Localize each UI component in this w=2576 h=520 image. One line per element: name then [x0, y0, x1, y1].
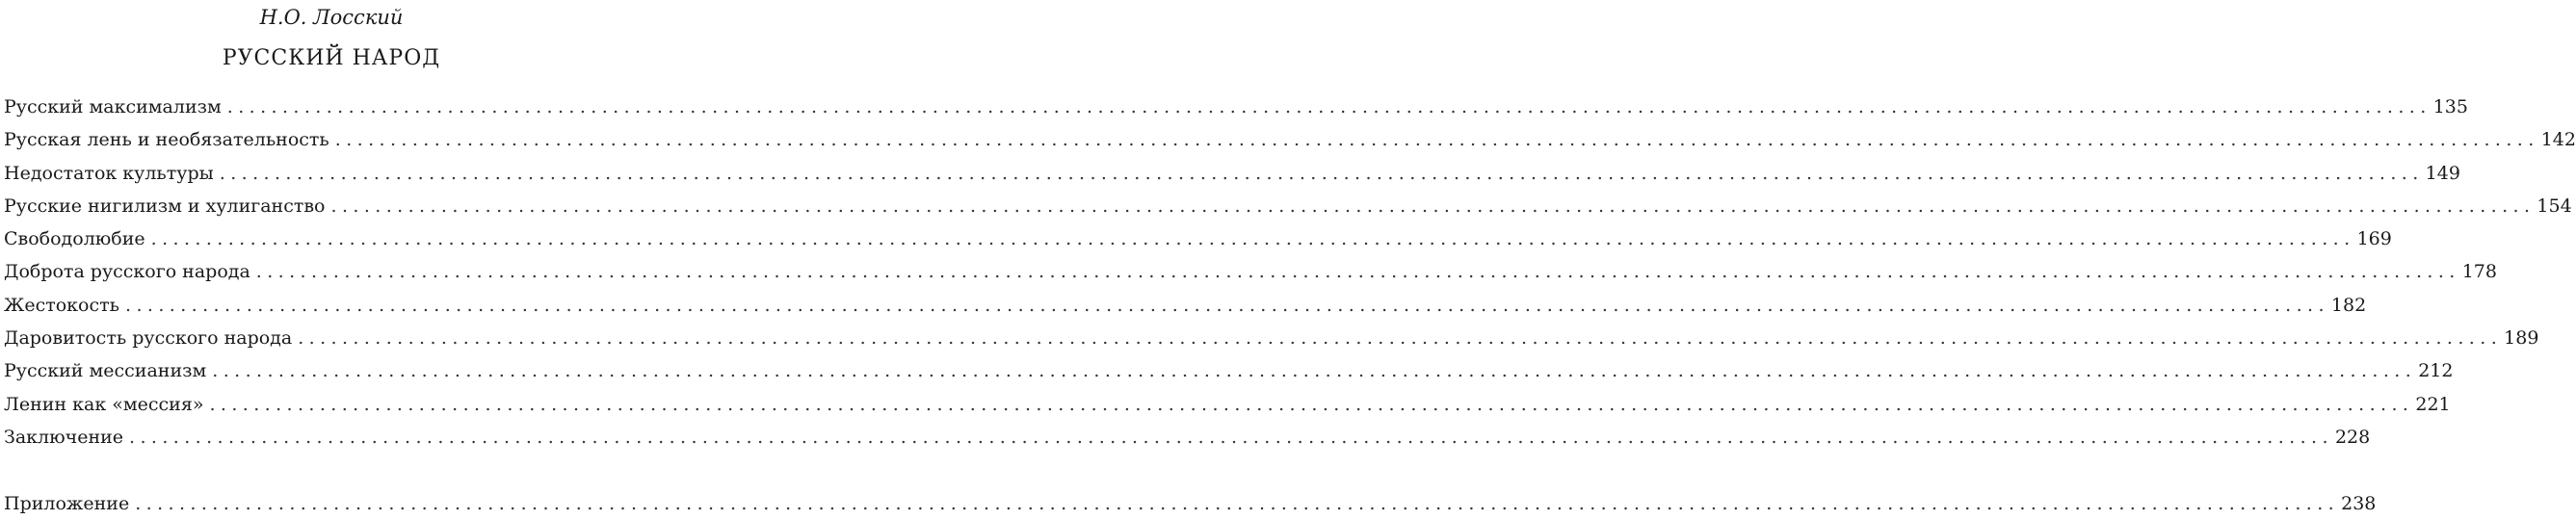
toc-entry-nihilism[interactable] — [4, 190, 2572, 222]
toc-entry-label: Приложение — [4, 492, 130, 514]
dot-leader: ........................................................................................................................................................................................................ — [125, 294, 2329, 316]
toc-entry-page: 182 — [2330, 294, 2367, 316]
toc-entry-page: 149 — [2425, 162, 2460, 184]
toc-entry-page: 178 — [2461, 261, 2497, 283]
toc-entry-label: Русский мессианизм — [4, 360, 207, 382]
dot-leader: ........................................................................................................................................................................................................ — [219, 162, 2424, 184]
toc-entry-label: Русский максимализм — [4, 96, 222, 117]
toc-entry-label: Заключение — [4, 426, 124, 448]
toc-entry-label: Даровитость русского народа — [4, 327, 293, 350]
toc-entry-page: 154 — [2537, 195, 2572, 217]
toc-entry-freedom[interactable] — [4, 222, 2392, 255]
dot-leader: ........................................................................................................................................................................................................ — [209, 393, 2414, 415]
toc-entry-label: Свободолюбие — [4, 228, 145, 250]
dot-leader: ........................................................................................................................................................................................................ — [212, 360, 2417, 382]
toc-entry-lenin[interactable] — [4, 388, 2451, 421]
toc-entry-page: 228 — [2334, 426, 2371, 448]
dot-leader: ........................................................................................................................................................................................................ — [330, 195, 2536, 217]
dot-leader: ........................................................................................................................................................................................................ — [129, 426, 2333, 448]
dot-leader: ........................................................................................................................................................................................................ — [298, 327, 2503, 350]
toc-entry-page: 135 — [2432, 96, 2468, 117]
toc-entry-conclusion[interactable] — [4, 421, 2371, 454]
toc-entry-label: Ленин как «мессия» — [4, 393, 204, 415]
toc-entry-label: Жестокость — [4, 294, 119, 316]
toc-entry-label: Русская лень и необязательность — [4, 129, 329, 151]
toc-entry-culture[interactable] — [4, 157, 2460, 190]
toc-entry-talent[interactable] — [4, 322, 2539, 354]
toc-entry-label: Недостаток культуры — [4, 162, 214, 184]
toc-entry-label: Русские нигилизм и хулиганство — [4, 195, 326, 217]
toc-entry-kindness[interactable] — [4, 255, 2497, 288]
toc-entry-page: 142 — [2540, 129, 2576, 151]
toc-entry-laziness[interactable] — [4, 123, 2576, 156]
toc-entry-page: 238 — [2341, 492, 2377, 514]
toc-entry-messianism[interactable] — [4, 354, 2454, 387]
toc-entry-page: 169 — [2356, 228, 2392, 250]
table-of-contents — [4, 91, 2576, 520]
dot-leader: ........................................................................................................................................................................................................ — [334, 129, 2539, 151]
toc-entry-appendix[interactable] — [4, 487, 2377, 520]
dot-leader: ........................................................................................................................................................................................................ — [150, 228, 2355, 250]
toc-entry-maximalism[interactable] — [4, 91, 2468, 123]
toc-entry-page: 212 — [2418, 360, 2454, 382]
dot-leader: ........................................................................................................................................................................................................ — [135, 492, 2340, 514]
toc-spacer — [4, 454, 660, 486]
section-title: РУССКИЙ НАРОД — [222, 46, 441, 70]
toc-entry-label: Доброта русского народа — [4, 261, 250, 283]
dot-leader: ........................................................................................................................................................................................................ — [255, 261, 2460, 283]
author-name: Н.О. Лосский — [259, 6, 404, 29]
dot-leader: ........................................................................................................................................................................................................ — [226, 96, 2431, 117]
toc-entry-page: 189 — [2504, 327, 2539, 350]
toc-entry-cruelty[interactable] — [4, 289, 2367, 322]
toc-entry-page: 221 — [2415, 393, 2451, 415]
